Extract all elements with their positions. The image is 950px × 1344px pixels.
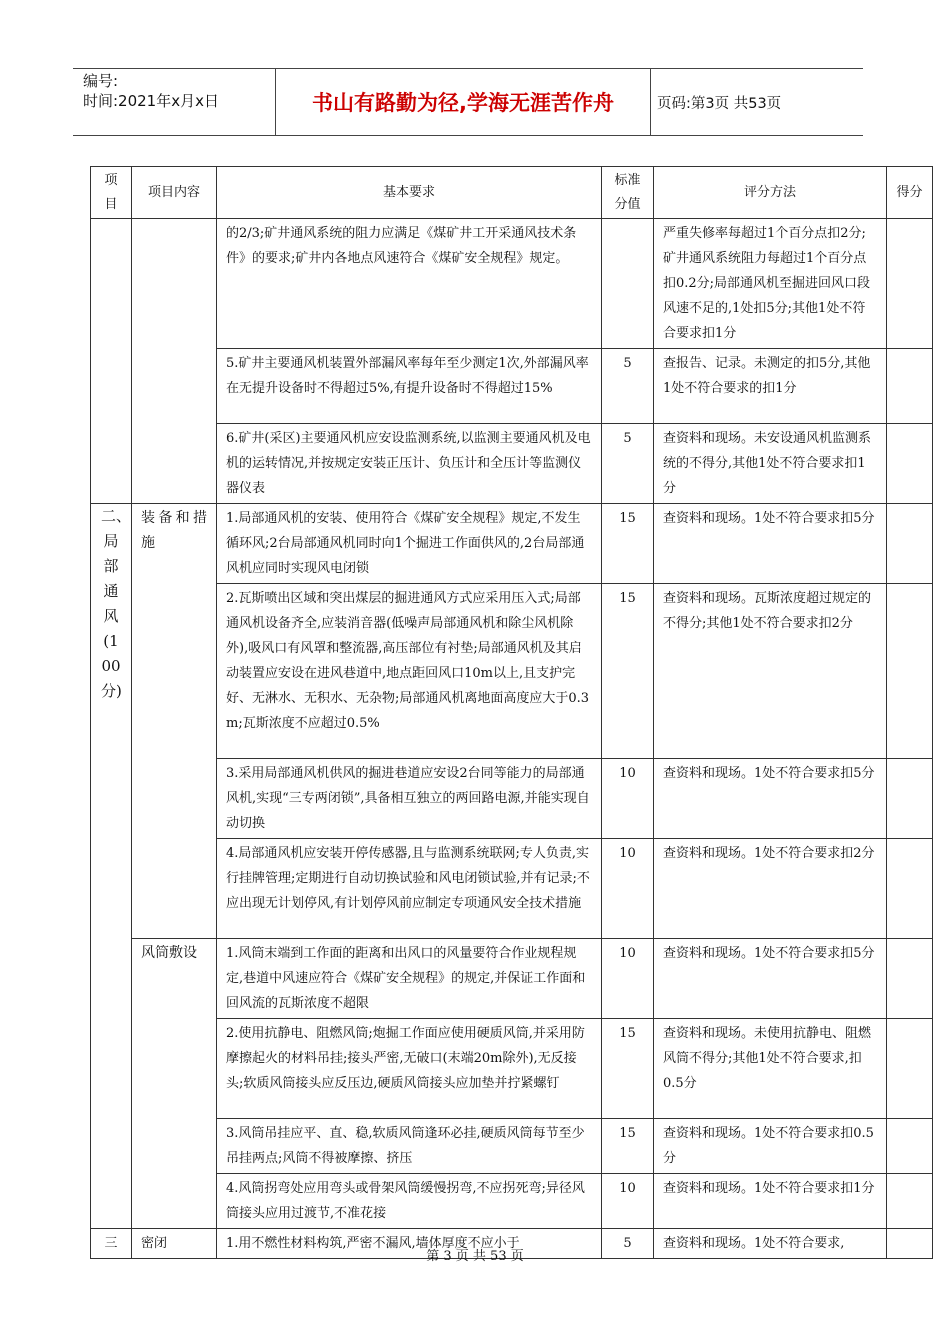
requirement-cell: 5.矿井主要通风机装置外部漏风率每年至少测定1次,外部漏风率在无提升设备时不得超过5%,有提升设备时不得超过15% bbox=[217, 349, 602, 424]
requirement-cell: 4.风筒拐弯处应用弯头或骨架风筒缓慢拐弯,不应拐死弯;异径风筒接头应用过渡节,不准花接 bbox=[217, 1174, 602, 1229]
table-row bbox=[91, 349, 933, 424]
subcategory-cell-duct bbox=[132, 939, 217, 1229]
category-cell-local-ventilation bbox=[91, 504, 132, 1229]
doc-time-label: 时间:2021年x月x日 bbox=[83, 92, 219, 110]
scoring-method-cell: 查报告、记录。未测定的扣5分,其他1处不符合要求的扣1分 bbox=[654, 349, 887, 424]
table-row bbox=[91, 584, 933, 759]
score-cell bbox=[887, 1019, 933, 1119]
table-row bbox=[91, 759, 933, 839]
standard-score-cell: 15 bbox=[602, 1019, 654, 1119]
scoring-method-cell: 查资料和现场。1处不符合要求, bbox=[654, 1229, 887, 1259]
standard-score-cell: 5 bbox=[602, 349, 654, 424]
table-row bbox=[91, 1019, 933, 1119]
score-cell bbox=[887, 939, 933, 1019]
scoring-method-cell: 查资料和现场。1处不符合要求扣5分 bbox=[654, 759, 887, 839]
score-cell bbox=[887, 349, 933, 424]
scoring-method-cell: 查资料和现场。1处不符合要求扣1分 bbox=[654, 1174, 887, 1229]
doc-number-label: 编号: bbox=[83, 72, 119, 90]
category-label: 二、局部通风(100分) bbox=[101, 507, 132, 700]
table-row bbox=[91, 219, 933, 349]
standard-score-cell: 10 bbox=[602, 759, 654, 839]
table-row bbox=[91, 1174, 933, 1229]
col-header-content: 项目内容 bbox=[132, 167, 217, 219]
table-row bbox=[91, 839, 933, 939]
col-header-requirement: 基本要求 bbox=[217, 167, 602, 219]
table-row bbox=[91, 504, 933, 584]
requirement-cell: 4.局部通风机应安装开停传感器,且与监测系统联网;专人负责,实行挂牌管理;定期进行自动切换试验和风电闭锁试验,并有记录;不应出现无计划停风,有计划停风前应制定专项通风安全技术措施 bbox=[217, 839, 602, 939]
score-cell bbox=[887, 839, 933, 939]
standard-score-cell: 5 bbox=[602, 1229, 654, 1259]
requirement-cell: 3.采用局部通风机供风的掘进巷道应安设2台同等能力的局部通风机,实现“三专两闭锁”,具备相互独立的两回路电源,并能实现自动切换 bbox=[217, 759, 602, 839]
header-motto: 书山有路勤为径,学海无涯苦作舟 bbox=[312, 91, 614, 115]
requirement-cell: 1.用不燃性材料构筑,严密不漏风,墙体厚度不应小于 bbox=[217, 1229, 602, 1259]
requirement-cell: 2.使用抗静电、阻燃风筒;炮掘工作面应使用硬质风筒,并采用防摩擦起火的材料吊挂;接头严密,无破口(末端20m除外),无反接头;软质风筒接头应反压边,硬质风筒接头应加垫并拧紧螺钉 bbox=[217, 1019, 602, 1119]
standard-score-cell bbox=[602, 219, 654, 349]
subcategory-cell-seal: 密闭 bbox=[132, 1229, 217, 1259]
subcategory-label: 风筒敷设 bbox=[141, 945, 197, 961]
scoring-method-cell: 查资料和现场。瓦斯浓度超过规定的不得分;其他1处不符合要求扣2分 bbox=[654, 584, 887, 759]
scoring-method-cell: 查资料和现场。未安设通风机监测系统的不得分,其他1处不符合要求扣1分 bbox=[654, 424, 887, 504]
header-page-label: 页码:第3页 共53页 bbox=[657, 95, 782, 112]
standard-score-cell: 15 bbox=[602, 1119, 654, 1174]
requirement-cell: 1.局部通风机的安装、使用符合《煤矿安全规程》规定,不发生循环风;2台局部通风机同时向1个掘进工作面供风的,2台局部通风机应同时实现风电闭锁 bbox=[217, 504, 602, 584]
scoring-method-cell: 查资料和现场。1处不符合要求扣5分 bbox=[654, 939, 887, 1019]
scoring-method-cell: 查资料和现场。1处不符合要求扣2分 bbox=[654, 839, 887, 939]
requirement-cell: 的2/3;矿井通风系统的阻力应满足《煤矿井工开采通风技术条件》的要求;矿井内各地点风速符合《煤矿安全规程》规定。 bbox=[217, 219, 602, 349]
document-header bbox=[73, 68, 863, 136]
scoring-method-cell: 查资料和现场。1处不符合要求扣0.5分 bbox=[654, 1119, 887, 1174]
score-cell bbox=[887, 424, 933, 504]
score-cell bbox=[887, 584, 933, 759]
score-cell bbox=[887, 219, 933, 349]
header-bottom-rule bbox=[73, 135, 863, 136]
category-cell-seal: 三 bbox=[91, 1229, 132, 1259]
standard-score-cell: 15 bbox=[602, 584, 654, 759]
page-footer: 第 3 页 共 53 页 bbox=[426, 1249, 524, 1264]
scoring-table bbox=[90, 166, 933, 1259]
item-cell bbox=[91, 219, 132, 504]
subcategory-cell-equipment bbox=[132, 504, 217, 939]
scoring-method-cell: 严重失修率每超过1个百分点扣2分;矿井通风系统阻力每超过1个百分点扣0.2分;局部通风机至掘进回风口段风速不足的,1处扣5分;其他1处不符合要求扣1分 bbox=[654, 219, 887, 349]
standard-score-cell: 10 bbox=[602, 939, 654, 1019]
score-cell bbox=[887, 504, 933, 584]
table-header-row bbox=[91, 167, 933, 219]
standard-score-cell: 10 bbox=[602, 839, 654, 939]
requirement-cell: 1.风筒末端到工作面的距离和出风口的风量要符合作业规程规定,巷道中风速应符合《煤矿安全规程》的规定,并保证工作面和回风流的瓦斯浓度不超限 bbox=[217, 939, 602, 1019]
standard-score-cell: 5 bbox=[602, 424, 654, 504]
scoring-method-cell: 查资料和现场。未使用抗静电、阻燃风筒不得分;其他1处不符合要求,扣0.5分 bbox=[654, 1019, 887, 1119]
scoring-method-cell: 查资料和现场。1处不符合要求扣5分 bbox=[654, 504, 887, 584]
header-divider bbox=[650, 68, 651, 136]
table-row bbox=[91, 1119, 933, 1174]
table-row bbox=[91, 424, 933, 504]
col-header-score: 得分 bbox=[887, 167, 933, 219]
standard-score-cell: 10 bbox=[602, 1174, 654, 1229]
score-cell bbox=[887, 1174, 933, 1229]
subcategory-label: 装备和措施 bbox=[141, 510, 207, 551]
col-header-item: 项目 bbox=[91, 167, 132, 219]
requirement-cell: 2.瓦斯喷出区域和突出煤层的掘进通风方式应采用压入式;局部通风机设备齐全,应装消音器(低噪声局部通风机和除尘风机除外),吸风口有风罩和整流器,高压部位有衬垫;局部通风机及其启动装置应安设在进风巷道中,地点距回风口10m以上,且支护完好、无淋水、无积水、无杂物;局部通风机离地面高度应大于0.3 m;瓦斯浓度不应超过0.5% bbox=[217, 584, 602, 759]
col-header-scoring-method: 评分方法 bbox=[654, 167, 887, 219]
col-header-standard-score: 标准分值 bbox=[602, 167, 654, 219]
table-row bbox=[91, 939, 933, 1019]
score-cell bbox=[887, 759, 933, 839]
requirement-cell: 3.风筒吊挂应平、直、稳,软质风筒逢环必挂,硬质风筒每节至少吊挂两点;风筒不得被摩擦、挤压 bbox=[217, 1119, 602, 1174]
requirement-cell: 6.矿井(采区)主要通风机应安设监测系统,以监测主要通风机及电机的运转情况,并按规定安装正压计、负压计和全压计等监测仪器仪表 bbox=[217, 424, 602, 504]
header-meta bbox=[83, 71, 219, 111]
score-cell bbox=[887, 1119, 933, 1174]
content-cell bbox=[132, 219, 217, 504]
standard-score-cell: 15 bbox=[602, 504, 654, 584]
